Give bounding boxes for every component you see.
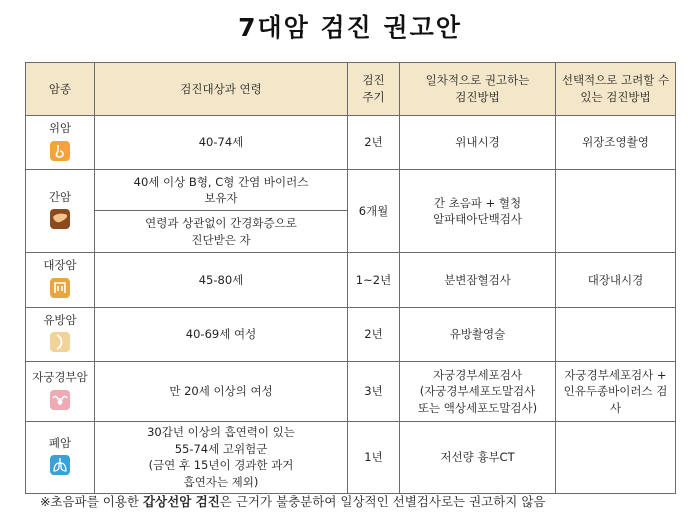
- header-primary: 일차적으로 권고하는 검진방법: [400, 63, 556, 116]
- target-cell: 30갑년 이상의 흡연력이 있는 55-74세 고위험군 (금연 후 15년이 경과한 과거 흡연자는 제외): [95, 422, 348, 494]
- stomach-icon: [50, 141, 70, 161]
- primary-method-cell: 저선량 흉부CT: [400, 422, 556, 494]
- cancer-type-cell: [26, 170, 95, 253]
- header-cancer-type: 암종: [26, 63, 95, 116]
- primary-method-cell: 간 초음파 + 혈청 알파태아단백검사: [400, 170, 556, 253]
- optional-method-cell: 자궁경부세포검사 + 인유두종바이러스 검사: [556, 362, 676, 422]
- cancer-type-cell: [26, 116, 95, 170]
- cancer-type-cell: [26, 362, 95, 422]
- page-title: 7대암 검진 권고안: [238, 13, 462, 42]
- target-cell: 40세 이상 B형, C형 간염 바이러스 보유자: [95, 170, 348, 211]
- screening-table: [25, 62, 676, 494]
- cancer-name: 폐암: [48, 435, 72, 450]
- target-cell: 만 20세 이상의 여성: [95, 362, 348, 422]
- primary-method-cell: 유방촬영술: [400, 307, 556, 361]
- cancer-name: 대장암: [43, 258, 77, 273]
- cycle-cell: 2년: [348, 116, 400, 170]
- cancer-type-cell: [26, 422, 95, 494]
- table-header-row: [26, 63, 676, 116]
- cycle-cell: 1년: [348, 422, 400, 494]
- target-cell: 40-69세 여성: [95, 307, 348, 361]
- table-row: [26, 362, 676, 422]
- target-cell: 45-80세: [95, 253, 348, 307]
- primary-method-cell: 자궁경부세포검사 (자궁경부세포도말검사 또는 액상세포도말검사): [400, 362, 556, 422]
- primary-method-cell: 위내시경: [400, 116, 556, 170]
- footnote-emphasis: 갑상선암 검진: [142, 494, 220, 509]
- cycle-cell: 6개월: [348, 170, 400, 253]
- cancer-type-cell: [26, 307, 95, 361]
- header-target: 검진대상과 연령: [95, 63, 348, 116]
- target-cell: 40-74세: [95, 116, 348, 170]
- liver-icon: [50, 209, 70, 229]
- lungs-icon: [50, 455, 70, 475]
- footnote: ※초음파를 이용한 갑상선암 검진은 근거가 불충분하여 일상적인 선별검사로는 권고하지 않음: [40, 494, 546, 509]
- cycle-cell: 1~2년: [348, 253, 400, 307]
- cancer-type-cell: [26, 253, 95, 307]
- cycle-cell: 2년: [348, 307, 400, 361]
- optional-method-cell: 대장내시경: [556, 253, 676, 307]
- cancer-name: 자궁경부암: [32, 369, 88, 384]
- optional-method-cell: [556, 170, 676, 253]
- primary-method-cell: 분변잠혈검사: [400, 253, 556, 307]
- optional-method-cell: 위장조영촬영: [556, 116, 676, 170]
- uterus-icon: [50, 390, 70, 410]
- table-row: [26, 253, 676, 307]
- cancer-name: 유방암: [43, 312, 77, 327]
- colon-icon: [50, 278, 70, 298]
- target-cell: 연령과 상관없이 간경화증으로 진단받은 자: [95, 211, 348, 253]
- table-row: [26, 116, 676, 170]
- optional-method-cell: [556, 307, 676, 361]
- cycle-cell: 3년: [348, 362, 400, 422]
- header-optional: 선택적으로 고려할 수 있는 검진방법: [556, 63, 676, 116]
- table-row: [26, 170, 676, 211]
- header-cycle: 검진 주기: [348, 63, 400, 116]
- cancer-name: 간암: [48, 189, 72, 204]
- cancer-name: 위암: [48, 121, 72, 135]
- table-row: [26, 307, 676, 361]
- optional-method-cell: [556, 422, 676, 494]
- breast-icon: [50, 332, 70, 352]
- table-row: [26, 422, 676, 494]
